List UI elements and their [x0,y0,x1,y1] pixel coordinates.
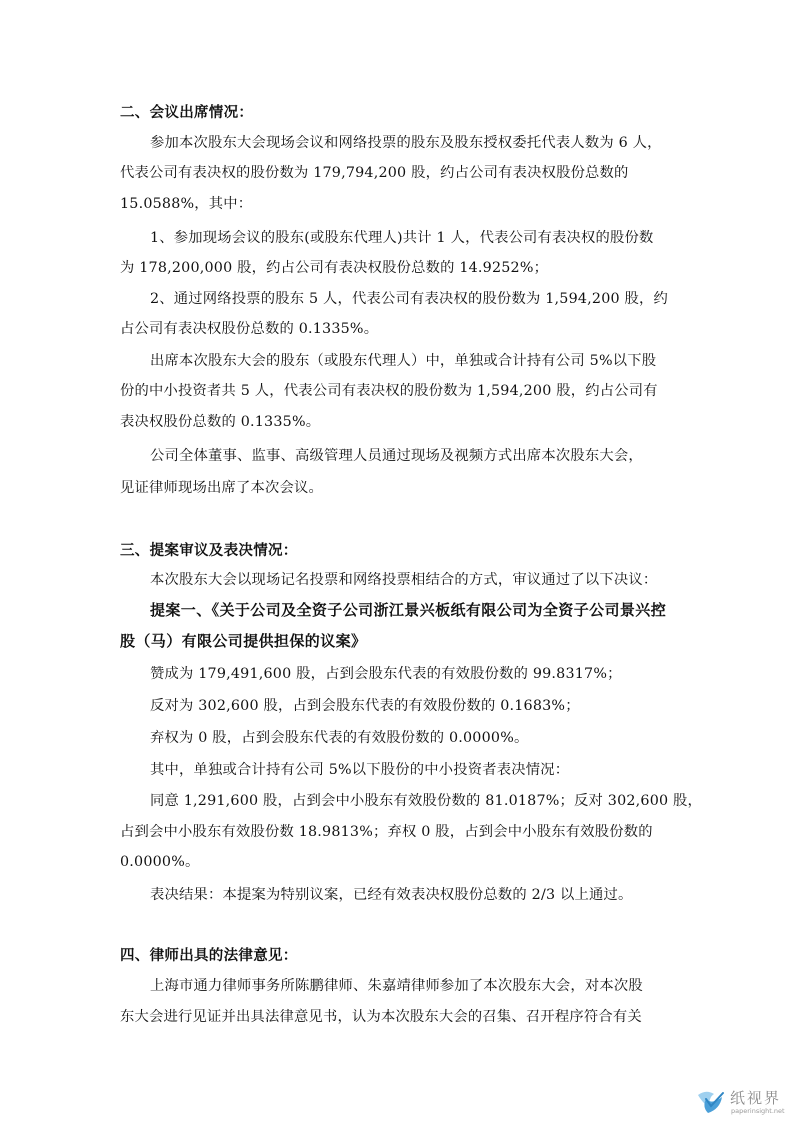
paragraph-line: 同意 1,291,600 股，占到会中小股东有效股份数的 81.0187%；反对 302,600 股， [150,793,703,809]
paragraph-line: 0.0000%。 [120,854,200,870]
paragraph-line: 见证律师现场出席了本次会议。 [120,480,323,496]
section-heading-legal-opinion: 四、律师出具的法律意见： [120,948,298,964]
paragraph-line: 15.0588%，其中： [120,196,253,212]
watermark [694,1085,794,1123]
proposal-title-line: 提案一、《关于公司及全资子公司浙江景兴板纸有限公司为全资子公司景兴控 [150,601,667,619]
paragraph-line: 本次股东大会以现场记名投票和网络投票相结合的方式，审议通过了以下决议： [150,572,658,588]
vote-against-line: 反对为 302,600 股，占到会股东代表的有效股份数的 0.1683%； [150,698,580,714]
vote-abstain-line: 弃权为 0 股，占到会股东代表的有效股份数的 0.0000%。 [150,730,529,746]
paragraph-line: 1、参加现场会议的股东(或股东代理人)共计 1 人，代表公司有表决权的股份数 [150,230,654,246]
paragraph-line: 为 178,200,000 股，约占公司有表决权股份总数的 14.9252%； [120,260,549,276]
section-heading-attendance: 二、会议出席情况： [120,105,254,121]
paragraph-line: 代表公司有表决权的股份数为 179,794,200 股，约占公司有表决权股份总数的 [120,165,629,181]
paragraph-line: 表决权股份总数的 0.1335%。 [120,414,321,430]
paragraph-line: 2、通过网络投票的股东 5 人，代表公司有表决权的股份数为 1,594,200 股，约 [150,291,669,307]
paragraph-line: 出席本次股东大会的股东（或股东代理人）中，单独或合计持有公司 5%以下股 [150,353,657,369]
vote-result-line: 表决结果：本提案为特别议案，已经有效表决权股份总数的 2/3 以上通过。 [150,887,633,903]
vote-for-line: 赞成为 179,491,600 股，占到会股东代表的有效股份数的 99.8317%； [150,666,622,682]
watermark-brand-en: paperinsight.net [731,1107,785,1115]
paragraph-line: 占到会中小股东有效股份数 18.9813%；弃权 0 股，占到会中小股东有效股份数的 [120,824,653,840]
paragraph-line: 上海市通力律师事务所陈鹏律师、朱嘉靖律师参加了本次股东大会，对本次股 [150,978,643,994]
paperinsight-logo-icon [694,1085,728,1119]
paragraph-line: 公司全体董事、监事、高级管理人员通过现场及视频方式出席本次股东大会， [150,448,643,464]
paragraph-line: 东大会进行见证并出具法律意见书，认为本次股东大会的召集、召开程序符合有关 [120,1009,642,1025]
proposal-title-line: 股（马）有限公司提供担保的议案》 [120,632,367,650]
watermark-brand-cn: 纸视界 [730,1089,782,1107]
paragraph-line: 份的中小投资者共 5 人，代表公司有表决权的股份数为 1,594,200 股，约占公司有 [120,383,658,399]
paragraph-line: 参加本次股东大会现场会议和网络投票的股东及股东授权委托代表人数为 6 人， [150,135,662,151]
section-heading-proposals: 三、提案审议及表决情况： [120,543,298,559]
paragraph-line: 占公司有表决权股份总数的 0.1335%。 [120,321,379,337]
paragraph-line: 其中，单独或合计持有公司 5%以下股份的中小投资者表决情况： [150,762,570,778]
